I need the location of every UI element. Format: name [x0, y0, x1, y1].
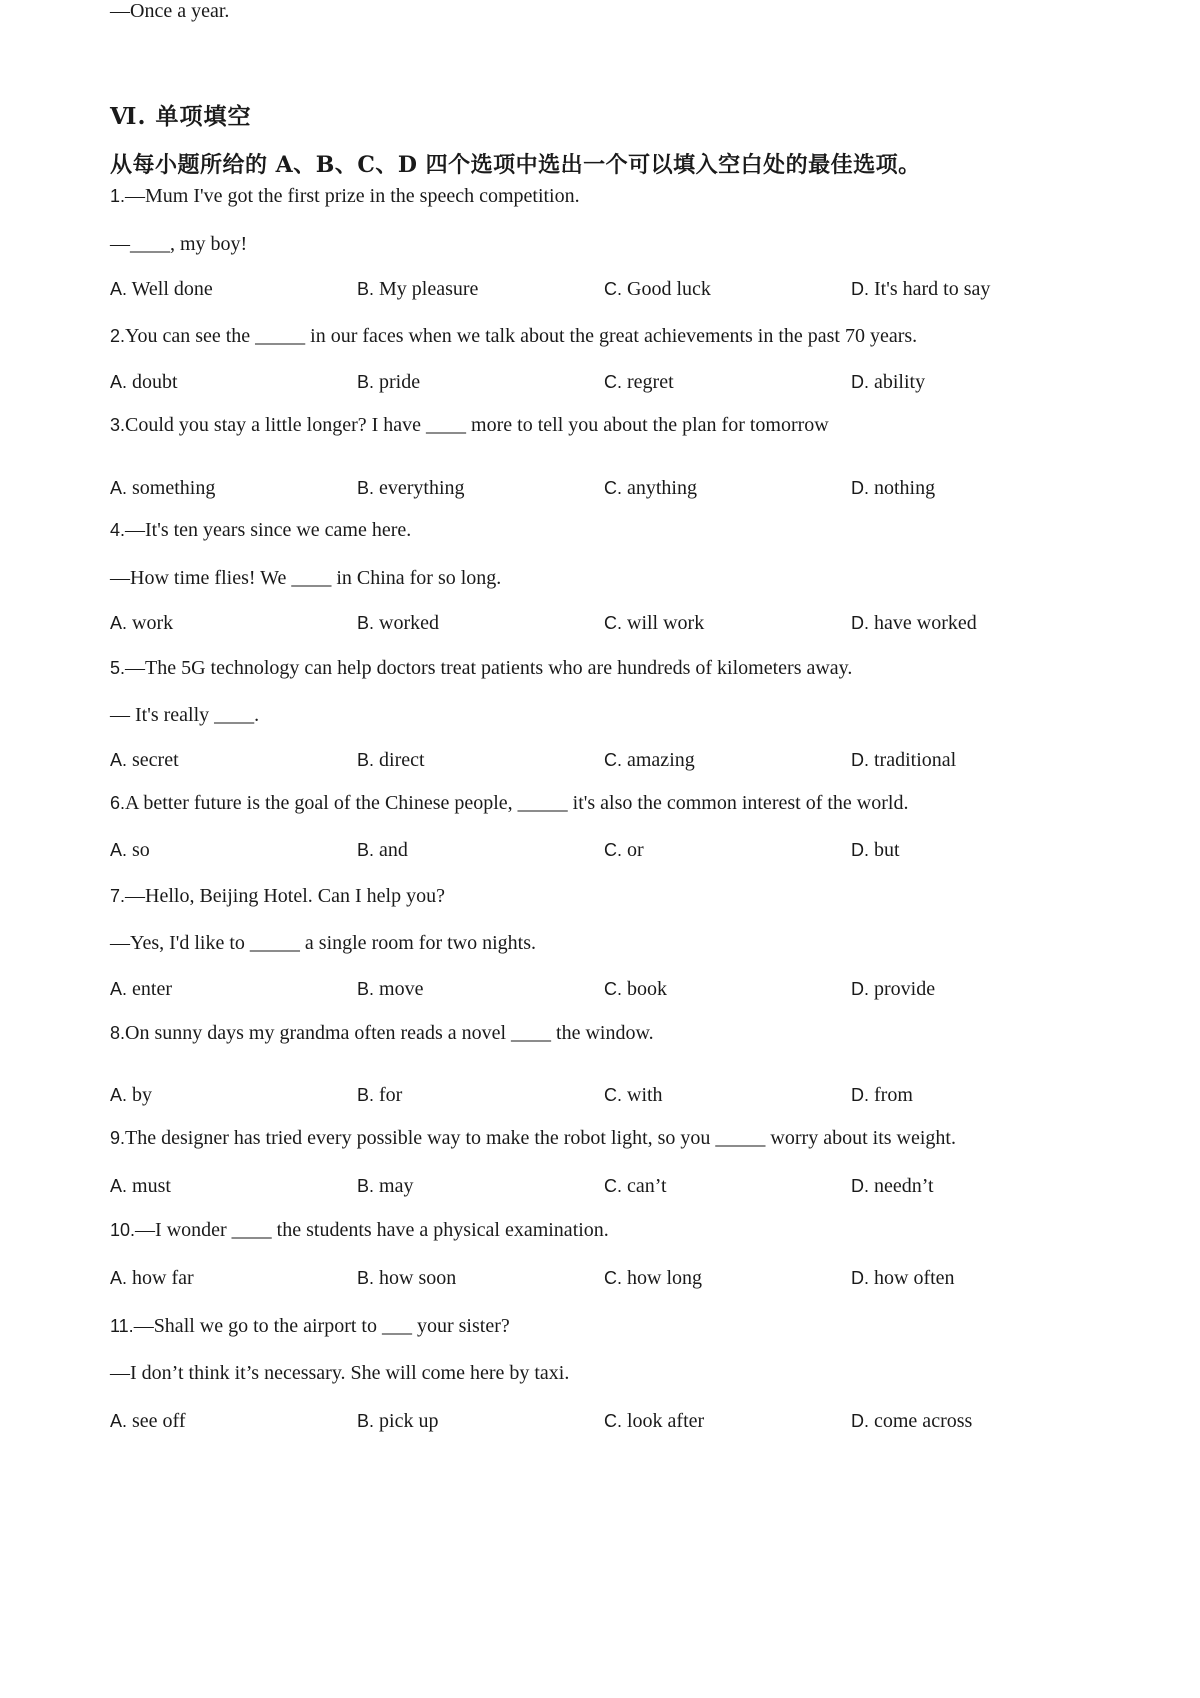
- option-letter: B.: [357, 372, 375, 392]
- question-3-option-a: [110, 477, 215, 500]
- question-11-option-d: [851, 1410, 972, 1433]
- question-8-option-b: [357, 1084, 402, 1107]
- question-4-option-c: [604, 612, 704, 635]
- option-text: amazing: [622, 749, 695, 771]
- question-2-option-d: [851, 371, 925, 394]
- option-text: everything: [374, 477, 465, 499]
- question-4-option-b: [357, 612, 439, 635]
- question-10-option-d: [851, 1267, 955, 1290]
- question-7-line-1: [110, 885, 445, 908]
- question-6-line-1: [110, 792, 908, 815]
- option-letter: D.: [851, 372, 869, 392]
- question-text: You can see the _____ in our faces when we talk about the great achievements in the past 70 years.: [125, 325, 918, 347]
- question-number: 3.: [110, 415, 126, 435]
- question-2-option-c: [604, 371, 674, 394]
- question-2-line-1: [110, 325, 917, 348]
- option-letter: C.: [604, 1411, 622, 1431]
- option-letter: B.: [357, 840, 375, 860]
- option-letter: C.: [604, 840, 622, 860]
- option-letter: D.: [851, 840, 869, 860]
- section-heading: Ⅵ. 单项填空: [110, 103, 252, 130]
- option-letter: C.: [604, 478, 622, 498]
- question-1-option-a: [110, 278, 213, 301]
- option-text: enter: [127, 978, 172, 1000]
- question-7-option-a: [110, 978, 172, 1001]
- option-text: will work: [622, 612, 705, 634]
- option-text: worked: [374, 612, 439, 634]
- question-3-option-b: [357, 477, 465, 500]
- question-text: —It's ten years since we came here.: [125, 519, 412, 541]
- question-4-line-1: [110, 519, 411, 542]
- option-text: nothing: [869, 477, 936, 499]
- option-letter: D.: [851, 1085, 869, 1105]
- option-text: Good luck: [622, 278, 711, 300]
- question-text: —How time flies! We ____ in China for so long.: [110, 567, 502, 589]
- question-9-option-c: [604, 1175, 667, 1198]
- option-letter: C.: [604, 279, 622, 299]
- option-letter: A.: [110, 279, 128, 299]
- question-11-option-c: [604, 1410, 704, 1433]
- question-text: —Mum I've got the first prize in the speech competition.: [125, 185, 580, 207]
- option-text: My pleasure: [374, 278, 479, 300]
- option-text: look after: [622, 1410, 705, 1432]
- question-5-option-d: [851, 749, 956, 772]
- question-7-option-b: [357, 978, 423, 1001]
- question-6-option-a: [110, 839, 150, 862]
- question-8-option-c: [604, 1084, 663, 1107]
- question-11-line-1: [110, 1315, 510, 1338]
- question-9-line-1: [110, 1127, 956, 1150]
- question-text: A better future is the goal of the Chinese people, _____ it's also the common interest of the world.: [125, 792, 909, 814]
- option-text: needn’t: [869, 1175, 934, 1197]
- option-text: traditional: [869, 749, 957, 771]
- question-4-option-d: [851, 612, 977, 635]
- option-text: provide: [869, 978, 936, 1000]
- option-text: with: [622, 1084, 663, 1106]
- question-text: —Hello, Beijing Hotel. Can I help you?: [125, 885, 445, 907]
- question-1-line-1: [110, 185, 580, 208]
- option-text: something: [127, 477, 216, 499]
- question-8-option-d: [851, 1084, 913, 1107]
- option-text: regret: [622, 371, 674, 393]
- option-text: and: [374, 839, 408, 861]
- option-letter: A.: [110, 372, 128, 392]
- option-letter: A.: [110, 1268, 128, 1288]
- option-letter: D.: [851, 613, 869, 633]
- question-text: Could you stay a little longer? I have ____ more to tell you about the plan for tomorrow: [125, 414, 829, 436]
- question-number: 9.: [110, 1128, 126, 1148]
- option-text: must: [127, 1175, 171, 1197]
- option-letter: C.: [604, 1176, 622, 1196]
- question-number: 1.: [110, 186, 126, 206]
- question-4-line-2: [110, 567, 501, 590]
- option-letter: C.: [604, 372, 622, 392]
- question-number: 7.: [110, 886, 126, 906]
- option-text: Well done: [127, 278, 213, 300]
- option-letter: A.: [110, 1176, 128, 1196]
- option-text: direct: [374, 749, 425, 771]
- question-text: — It's really ____.: [110, 704, 260, 726]
- option-letter: B.: [357, 1411, 375, 1431]
- question-text: —____, my boy!: [110, 233, 248, 255]
- option-letter: C.: [604, 613, 622, 633]
- option-letter: C.: [604, 750, 622, 770]
- question-5-option-a: [110, 749, 179, 772]
- question-1-option-c: [604, 278, 711, 301]
- question-text: —Once a year.: [110, 0, 230, 22]
- option-letter: B.: [357, 478, 375, 498]
- option-letter: B.: [357, 979, 375, 999]
- question-number: 10.: [110, 1220, 136, 1240]
- option-text: see off: [127, 1410, 186, 1432]
- option-text: or: [622, 839, 644, 861]
- question-text: On sunny days my grandma often reads a novel ____ the window.: [125, 1022, 654, 1044]
- question-7-option-c: [604, 978, 667, 1001]
- question-6-option-b: [357, 839, 408, 862]
- question-6-option-d: [851, 839, 900, 862]
- option-letter: B.: [357, 750, 375, 770]
- question-10-option-a: [110, 1267, 194, 1290]
- question-2-option-b: [357, 371, 420, 394]
- question-2-option-a: [110, 371, 178, 394]
- question-number: 2.: [110, 326, 126, 346]
- option-text: how far: [127, 1267, 194, 1289]
- question-text: —I wonder ____ the students have a physical examination.: [135, 1219, 609, 1241]
- option-text: move: [374, 978, 424, 1000]
- option-text: how long: [622, 1267, 702, 1289]
- question-10-option-b: [357, 1267, 456, 1290]
- question-1-line-2: [110, 233, 247, 256]
- question-text: The designer has tried every possible way to make the robot light, so you _____ worry about its weight.: [125, 1127, 956, 1149]
- question-8-option-a: [110, 1084, 152, 1107]
- option-letter: B.: [357, 1176, 375, 1196]
- option-letter: A.: [110, 1085, 128, 1105]
- option-letter: D.: [851, 478, 869, 498]
- option-letter: A.: [110, 840, 128, 860]
- question-1-option-b: [357, 278, 478, 301]
- option-text: from: [869, 1084, 913, 1106]
- option-letter: C.: [604, 1085, 622, 1105]
- option-letter: C.: [604, 1268, 622, 1288]
- question-4-option-a: [110, 612, 173, 635]
- question-text: —Yes, I'd like to _____ a single room for two nights.: [110, 932, 536, 954]
- option-letter: B.: [357, 1268, 375, 1288]
- option-text: pride: [374, 371, 421, 393]
- question-5-option-b: [357, 749, 425, 772]
- question-11-line-2: [110, 1362, 569, 1385]
- option-text: book: [622, 978, 667, 1000]
- option-text: for: [374, 1084, 403, 1106]
- question-5-line-1: [110, 657, 852, 680]
- option-text: can’t: [622, 1175, 667, 1197]
- section-instruction: 从每小题所给的 A、B、C、D 四个选项中选出一个可以填入空白处的最佳选项。: [110, 152, 921, 178]
- question-9-option-a: [110, 1175, 171, 1198]
- option-text: may: [374, 1175, 414, 1197]
- option-letter: A.: [110, 979, 128, 999]
- question-number: 8.: [110, 1023, 126, 1043]
- option-text: It's hard to say: [869, 278, 991, 300]
- option-letter: A.: [110, 478, 128, 498]
- question-3-option-d: [851, 477, 935, 500]
- option-letter: B.: [357, 1085, 375, 1105]
- option-text: secret: [127, 749, 179, 771]
- question-1-option-d: [851, 278, 990, 301]
- question-7-line-2: [110, 932, 536, 955]
- option-letter: A.: [110, 1411, 128, 1431]
- option-text: doubt: [127, 371, 178, 393]
- question-number: 5.: [110, 658, 126, 678]
- question-8-line-1: [110, 1022, 654, 1045]
- question-text: —The 5G technology can help doctors treat patients who are hundreds of kilometers away.: [125, 657, 853, 679]
- question-9-option-b: [357, 1175, 413, 1198]
- option-text: pick up: [374, 1410, 439, 1432]
- question-11-option-a: [110, 1410, 186, 1433]
- question-number: 6.: [110, 793, 126, 813]
- question-number: 11.: [110, 1316, 134, 1336]
- question-7-option-d: [851, 978, 935, 1001]
- option-letter: D.: [851, 750, 869, 770]
- option-letter: D.: [851, 1176, 869, 1196]
- question-11-option-b: [357, 1410, 438, 1433]
- question-5-option-c: [604, 749, 695, 772]
- option-text: anything: [622, 477, 697, 499]
- option-letter: D.: [851, 979, 869, 999]
- question-5-line-2: [110, 704, 259, 727]
- option-letter: A.: [110, 750, 128, 770]
- option-text: how soon: [374, 1267, 457, 1289]
- option-text: so: [127, 839, 150, 861]
- option-text: come across: [869, 1410, 973, 1432]
- option-letter: C.: [604, 979, 622, 999]
- question-6-option-c: [604, 839, 644, 862]
- option-text: how often: [869, 1267, 955, 1289]
- question-10-option-c: [604, 1267, 702, 1290]
- option-text: work: [127, 612, 174, 634]
- question-number: 4.: [110, 520, 126, 540]
- option-letter: D.: [851, 279, 869, 299]
- question-text: —Shall we go to the airport to ___ your sister?: [133, 1315, 510, 1337]
- option-text: have worked: [869, 612, 977, 634]
- option-text: but: [869, 839, 900, 861]
- question-9-option-d: [851, 1175, 934, 1198]
- question-3-option-c: [604, 477, 697, 500]
- option-letter: A.: [110, 613, 128, 633]
- question-3-line-1: [110, 414, 829, 437]
- option-text: ability: [869, 371, 926, 393]
- option-text: by: [127, 1084, 153, 1106]
- question-10-line-1: [110, 1219, 609, 1242]
- option-letter: D.: [851, 1411, 869, 1431]
- question-10-line-2: [110, 0, 229, 23]
- option-letter: B.: [357, 613, 375, 633]
- option-letter: D.: [851, 1268, 869, 1288]
- question-text: —I don’t think it’s necessary. She will come here by taxi.: [110, 1362, 570, 1384]
- option-letter: B.: [357, 279, 375, 299]
